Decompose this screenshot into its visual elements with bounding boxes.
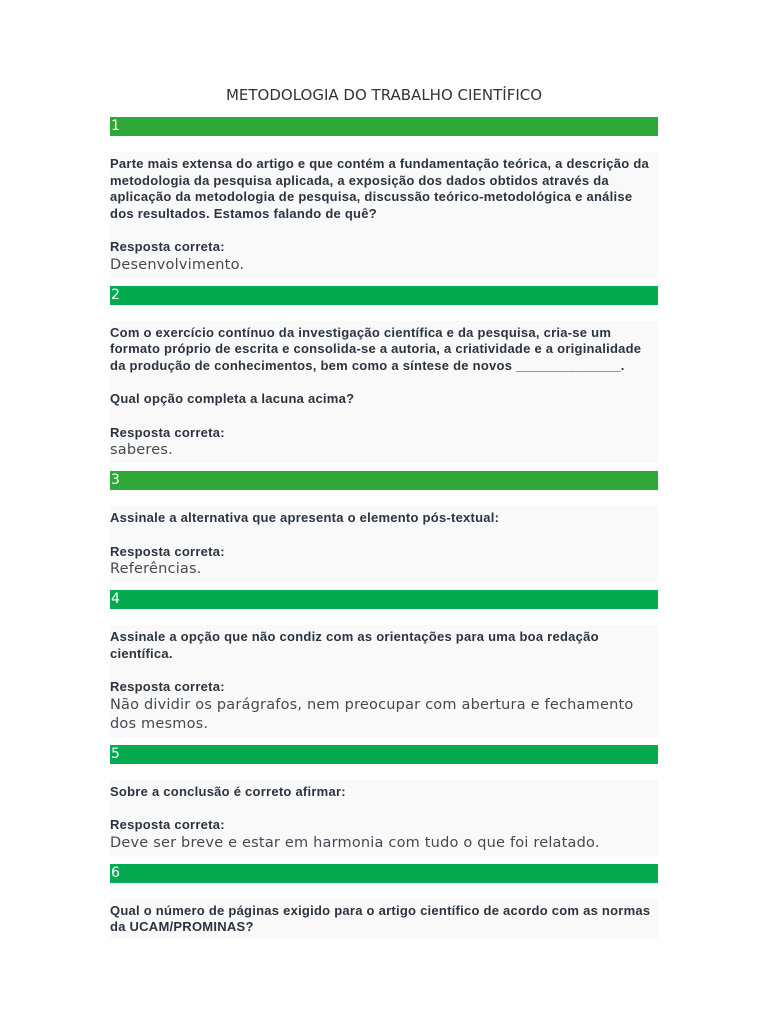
correct-answer: Referências.	[110, 561, 202, 577]
question-block	[110, 321, 658, 464]
question-prompt: Qual opção completa a lacuna acima?	[110, 391, 355, 406]
question-block	[110, 506, 658, 582]
question-block	[110, 625, 658, 737]
correct-answer: Não dividir os parágrafos, nem preocupar com abertura e fechamento dos mesmos.	[110, 696, 634, 732]
question-text: Assinale a opção que não condiz com as orientações para uma boa redação científica.	[110, 629, 599, 661]
question-block	[110, 780, 658, 856]
response-label: Resposta correta:	[110, 239, 225, 254]
question-number-bar: 2	[110, 286, 658, 305]
response-label: Resposta correta:	[110, 817, 225, 832]
question-number-bar: 1	[110, 117, 658, 136]
question-text: Com o exercício contínuo da investigação científica e da pesquisa, cria-se um formato próprio de escrita e consolida-se a autoria, a criatividade e a originalidade da produção de conhecimentos, bem como a síntese de novos ______________.	[110, 324, 642, 373]
question-text: Qual o número de páginas exigido para o artigo científico de acordo com as normas da UCAM/PROMINAS?	[110, 902, 651, 934]
correct-answer: Deve ser breve e estar em harmonia com tudo o que foi relatado.	[110, 834, 600, 851]
question-block	[110, 899, 658, 939]
question-text: Sobre a conclusão é correto afirmar:	[110, 783, 346, 799]
question-text: Parte mais extensa do artigo e que contém a fundamentação teórica, a descrição da metodologia da pesquisa aplicada, a exposição dos dados obtidos através da aplicação da metodologia de pesquisa, discussão teórico-metodológica e análise dos resultados. Estamos falando de quê?	[110, 156, 649, 221]
response-label: Resposta correta:	[110, 679, 225, 694]
question-block	[110, 152, 658, 278]
document-title: METODOLOGIA DO TRABALHO CIENTÍFICO	[225, 86, 543, 104]
correct-answer: Desenvolvimento.	[110, 256, 245, 273]
correct-answer: saberes.	[110, 442, 173, 458]
question-text: Assinale a alternativa que apresenta o elemento pós-textual:	[110, 510, 500, 525]
question-list	[110, 117, 658, 947]
response-label: Resposta correta:	[110, 543, 225, 559]
question-number-bar: 3	[110, 471, 658, 490]
question-number-bar: 5	[110, 745, 658, 764]
question-number-bar: 6	[110, 864, 658, 883]
response-label: Resposta correta:	[110, 424, 225, 440]
question-number-bar: 4	[110, 590, 658, 609]
